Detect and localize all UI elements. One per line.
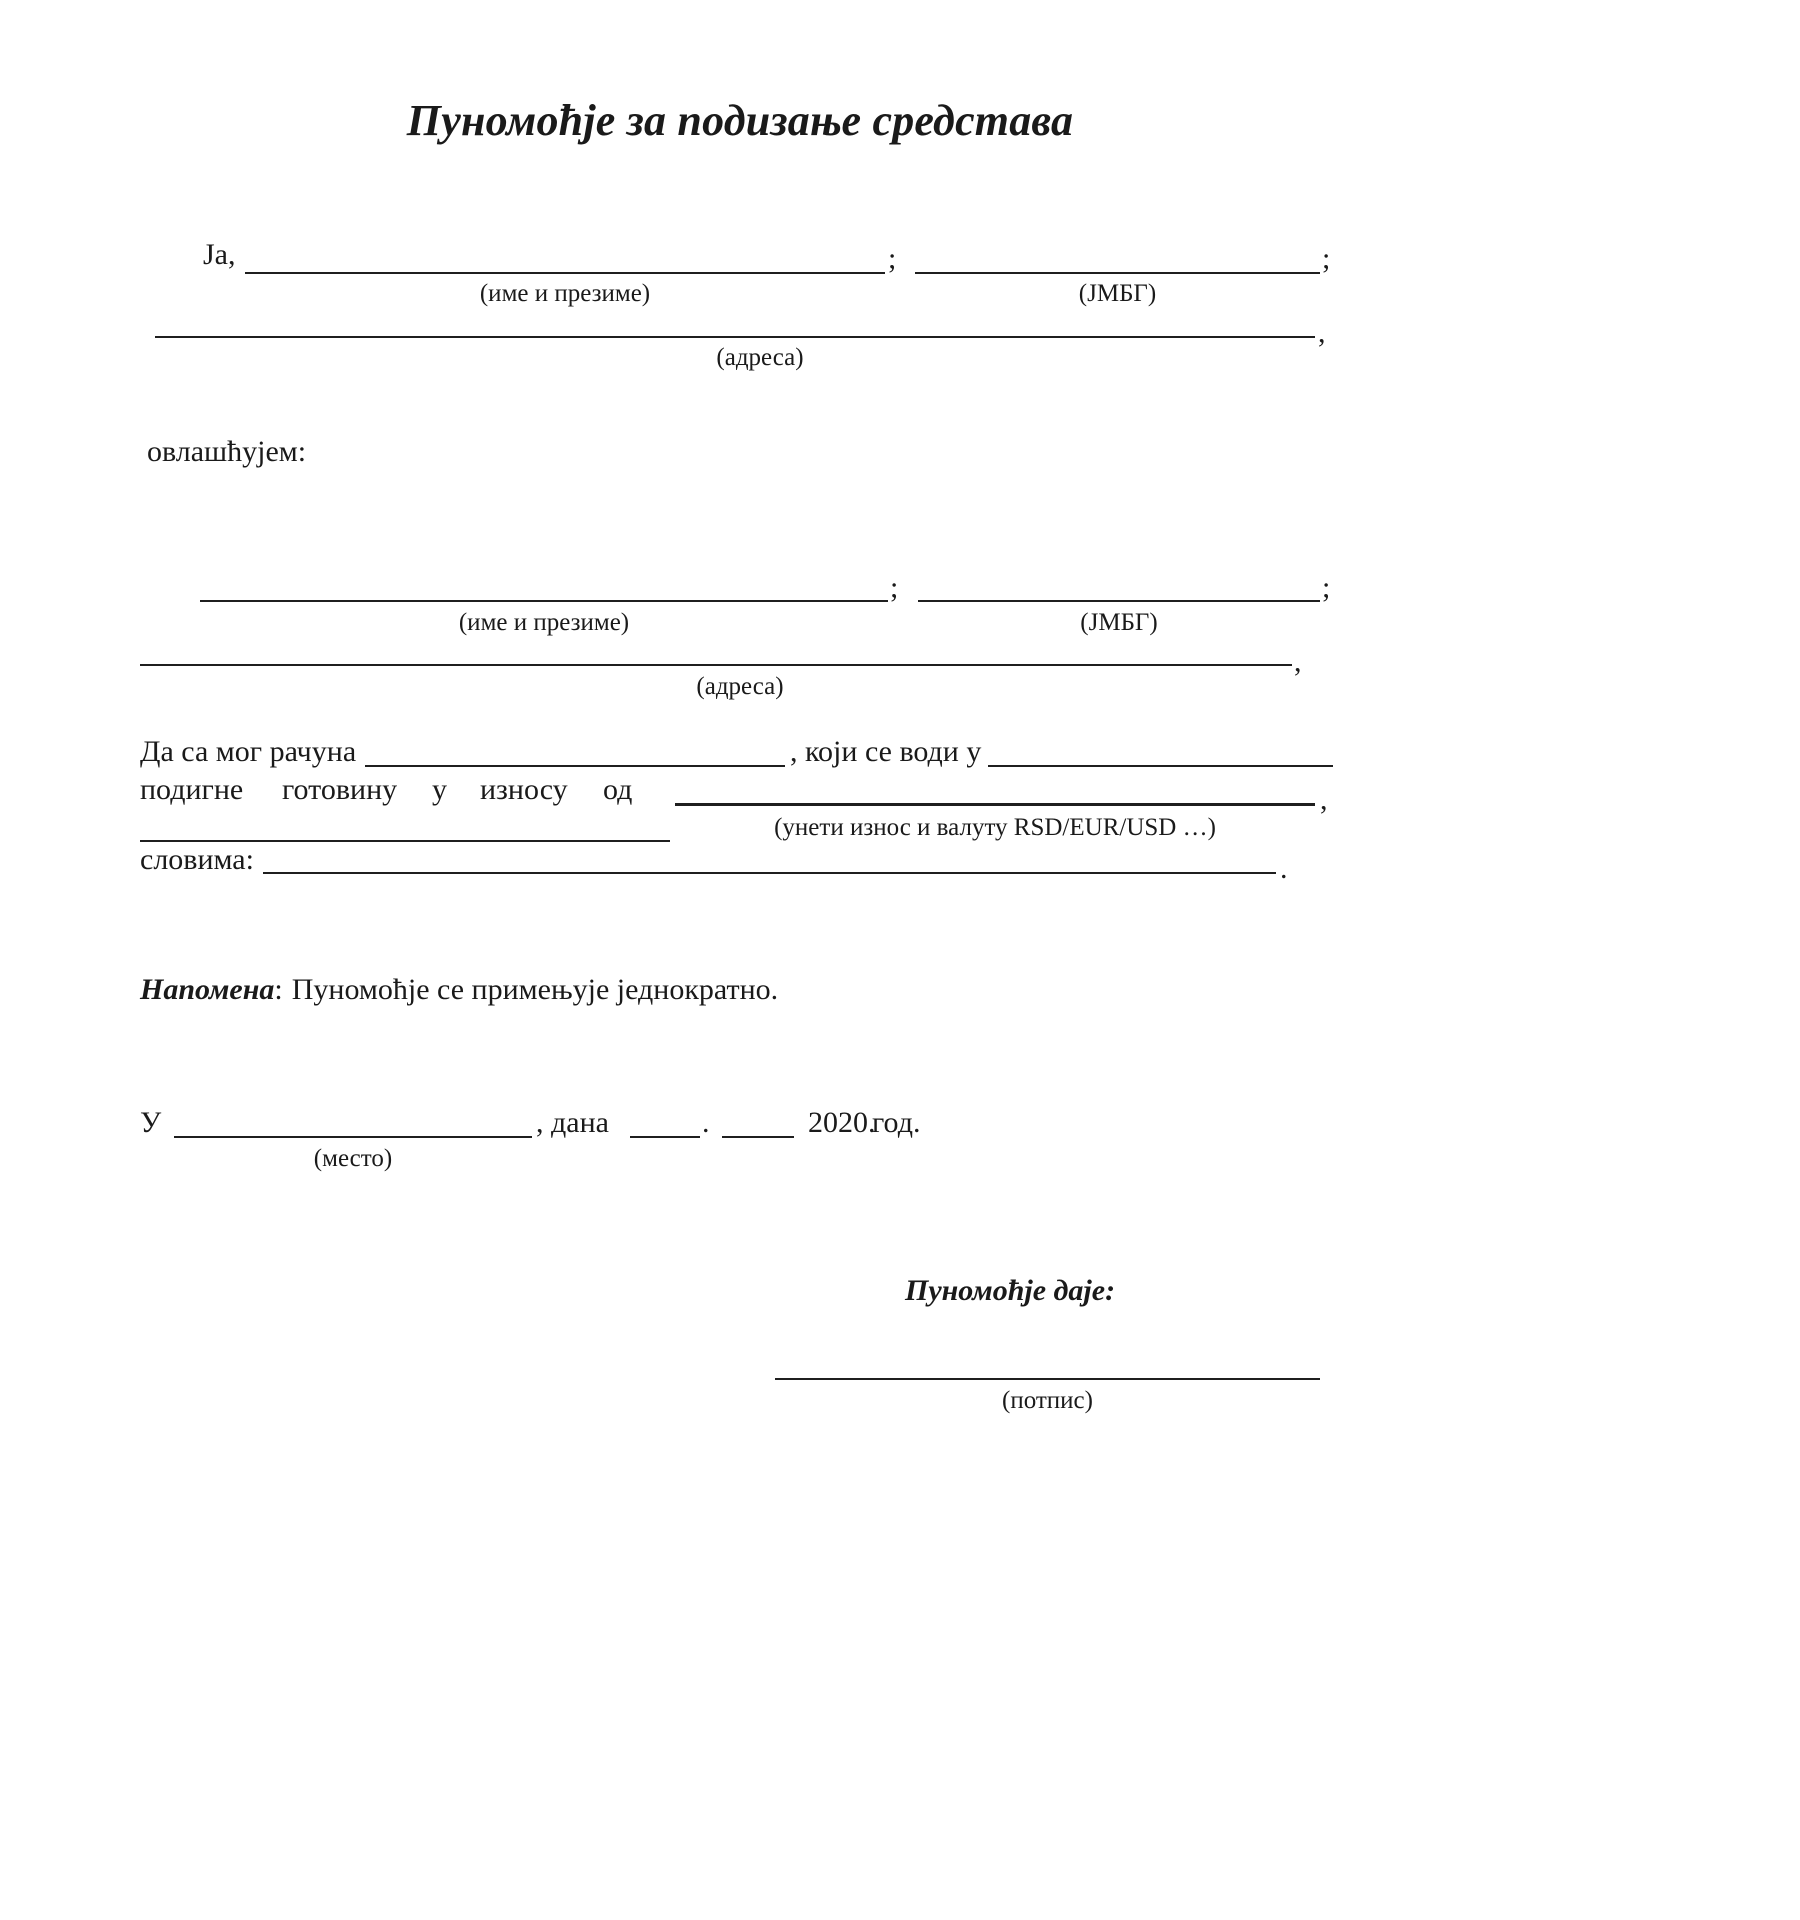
grantor-name-input[interactable] xyxy=(245,272,885,274)
note-row xyxy=(140,975,778,1005)
grantor-name-caption: (име и презиме) xyxy=(479,280,651,307)
words-label: словима: xyxy=(140,843,254,876)
authorize-label: овлашћујем: xyxy=(147,435,307,468)
date-place-prefix: У xyxy=(140,1106,162,1139)
grantor-id-caption: (ЈМБГ) xyxy=(1078,280,1157,307)
signature-caption: (потпис) xyxy=(1002,1387,1093,1414)
words-input[interactable] xyxy=(263,872,1276,874)
date-year: 2020. xyxy=(808,1106,876,1139)
date-day-prefix: , дана xyxy=(536,1106,609,1139)
grantee-name-caption: (име и презиме) xyxy=(458,609,630,636)
day-input[interactable] xyxy=(630,1136,700,1138)
note-text: Пуномоћје се примењује једнократно. xyxy=(291,973,779,1006)
bank-name-input[interactable] xyxy=(988,765,1333,767)
instruction-line2-word3: у xyxy=(432,773,447,806)
amount-input[interactable] xyxy=(675,803,1315,806)
signature-input[interactable] xyxy=(775,1378,1320,1380)
place-input[interactable] xyxy=(174,1136,532,1138)
amount-separator: , xyxy=(1320,783,1328,816)
signature-heading: Пуномоћје даје: xyxy=(905,1274,1116,1307)
grantor-id-input[interactable] xyxy=(915,272,1320,274)
grantee-id-separator: ; xyxy=(1322,571,1331,604)
grantor-address-caption: (адреса) xyxy=(716,344,804,371)
amount-caption: (унети износ и валуту RSD/EUR/USD …) xyxy=(774,814,1216,841)
account-number-input[interactable] xyxy=(365,765,785,767)
date-day-dot: . xyxy=(702,1106,710,1139)
grantee-address-input[interactable] xyxy=(140,664,1292,666)
grantor-name-separator: ; xyxy=(888,242,897,275)
instruction-line1-middle: , који се води у xyxy=(790,735,982,768)
instruction-line2-word4: износу xyxy=(480,773,568,806)
grantee-name-separator: ; xyxy=(890,571,899,604)
grantor-address-input[interactable] xyxy=(155,336,1315,338)
grantor-id-separator: ; xyxy=(1322,242,1331,275)
instruction-line1-prefix: Да са мог рачуна xyxy=(140,735,357,768)
grantee-id-caption: (ЈМБГ) xyxy=(1080,609,1158,636)
words-separator: . xyxy=(1280,852,1288,885)
page-title: Пуномоћје за подизање средстава xyxy=(406,96,1074,145)
instruction-line2-word1: подигне xyxy=(140,773,244,806)
grantor-address-separator: , xyxy=(1318,316,1326,349)
note-separator: : xyxy=(274,973,283,1006)
grantee-address-separator: , xyxy=(1294,645,1302,678)
month-input[interactable] xyxy=(722,1136,794,1138)
date-year-suffix: год. xyxy=(872,1106,921,1139)
amount-continuation-input[interactable] xyxy=(140,840,670,842)
grantee-name-input[interactable] xyxy=(200,600,888,602)
instruction-line2-word2: готовину xyxy=(282,773,398,806)
instruction-line2-word5: од xyxy=(603,773,633,806)
grantor-intro-label: Ја, xyxy=(203,238,236,271)
grantee-id-input[interactable] xyxy=(918,600,1320,602)
grantee-address-caption: (адреса) xyxy=(696,673,784,700)
place-caption: (место) xyxy=(313,1145,393,1172)
note-label: Напомена xyxy=(140,973,275,1006)
